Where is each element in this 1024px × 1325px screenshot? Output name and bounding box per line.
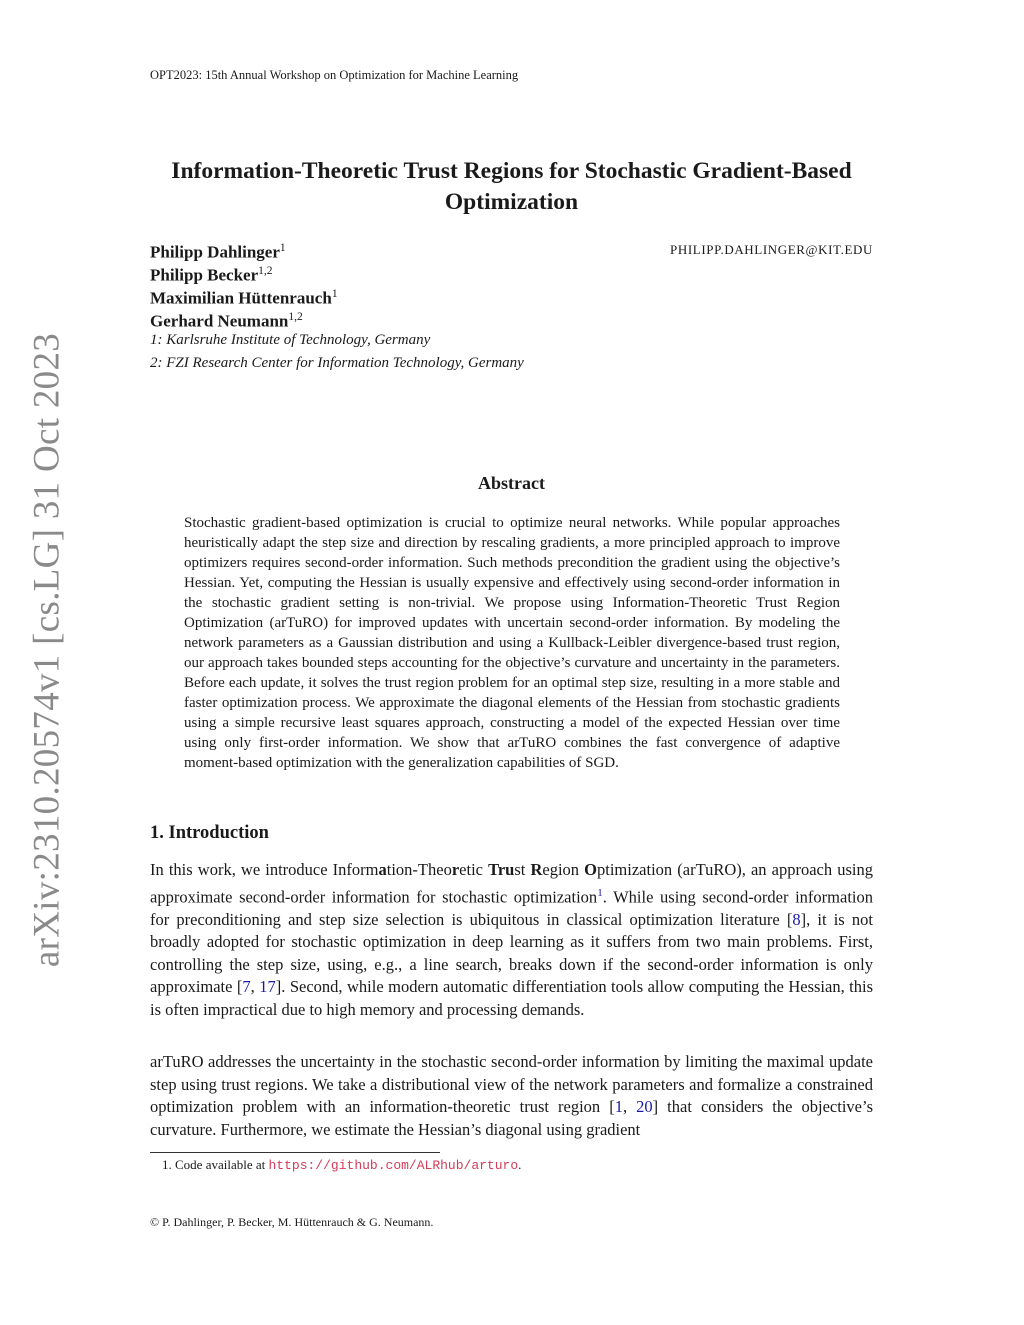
copyright-line: © P. Dahlinger, P. Becker, M. Hüttenrauch & G. Neumann. xyxy=(150,1215,434,1229)
footnote-marker[interactable]: 1 xyxy=(597,886,603,899)
code-url-link[interactable]: https://github.com/ALRhub/arturo xyxy=(268,1158,519,1173)
author-email: PHILIPP.DAHLINGER@KIT.EDU xyxy=(670,242,873,257)
citation-link[interactable]: 1 xyxy=(614,1097,623,1117)
footnote: 1. Code available at https://github.com/ALRhub/arturo. xyxy=(162,1157,522,1173)
author-name: Gerhard Neumann$^{1,2}$ xyxy=(150,311,303,331)
citation-link[interactable]: 7 xyxy=(242,977,251,997)
paper-title: Information-Theoretic Trust Regions for Stochastic Gradient-Based Optimization xyxy=(171,158,852,215)
affiliation: 1: Karlsruhe Institute of Technology, Germany xyxy=(150,332,431,348)
citation-link[interactable]: 20 xyxy=(636,1097,653,1117)
abstract-heading: Abstract xyxy=(478,473,545,493)
intro-paragraph-1: In this work, we introduce Information-Theoretic Trust Region Optimization (arTuRO), an approach using approximate second-order information for stochastic optimization$^1$. While using second-order information for preconditioning and step size selection is ubiquitous in classical optimization literature [8], it is not broadly adopted for stochastic optimization in deep learning as it suffers from two main problems. First, controlling the step size, using, e.g., a line search, breaks down if the second-order information is only approximate [7, 17]. Second, while modern automatic differentiation tools allow computing the Hessian, this is often impractical due to high memory and processing demands. xyxy=(150,860,874,1020)
author-name: Philipp Dahlinger$^1$ xyxy=(150,242,286,262)
venue-header: OPT2023: 15th Annual Workshop on Optimization for Machine Learning xyxy=(150,68,519,82)
author-block xyxy=(150,237,873,375)
affiliation: 2: FZI Research Center for Information Technology, Germany xyxy=(150,355,524,371)
author-name: Philipp Becker$^{1,2}$ xyxy=(150,265,273,285)
author-name: Maximilian Hüttenrauch$^1$ xyxy=(150,288,338,308)
citation-link[interactable]: 8 xyxy=(792,909,801,929)
citation-link[interactable]: 17 xyxy=(259,977,276,997)
footnote-rule xyxy=(150,1152,440,1153)
section-heading-introduction: 1. Introduction xyxy=(150,823,269,843)
intro-paragraph-2: arTuRO addresses the uncertainty in the stochastic second-order information by limiting the maximal update step using trust regions. We take a distributional view of the network parameters and formalize a constrained optimization problem with an information-theoretic trust region [1, 20] that considers the objective’s curvature. Furthermore, we estimate the Hessian’s diagonal using gradient xyxy=(150,1052,873,1139)
abstract-text: Stochastic gradient-based optimization is crucial to optimize neural networks. While popular approaches heuristically adapt the step size and direction by rescaling gradients, a more principled approach to improve optimizers requires second-order information. Such methods precondition the gradient using the objective’s Hessian. Yet, computing the Hessian is usually expensive and effectively using second-order information in the stochastic gradient setting is non-trivial. We propose using Information-Theoretic Trust Region Optimization (arTuRO) for improved updates with uncertain second-order information. By modeling the network parameters as a Gaussian distribution and using a Kullback-Leibler divergence-based trust region, our approach takes bounded steps accounting for the objective’s curvature and uncertainty in the parameters. Before each update, it solves the trust region problem for an optimal step size, resulting in a more stable and faster optimization process. We approximate the diagonal elements of the Hessian from stochastic gradients using a simple recursive least squares approach, constructing a model of the expected Hessian over time using only first-order information. We show that arTuRO combines the fast convergence of adaptive moment-based optimization with the generalization capabilities of SGD. xyxy=(184,515,840,771)
arxiv-stamp-text: arXiv:2310.20574v1 [cs.LG] 31 Oct 2023 xyxy=(26,332,68,968)
